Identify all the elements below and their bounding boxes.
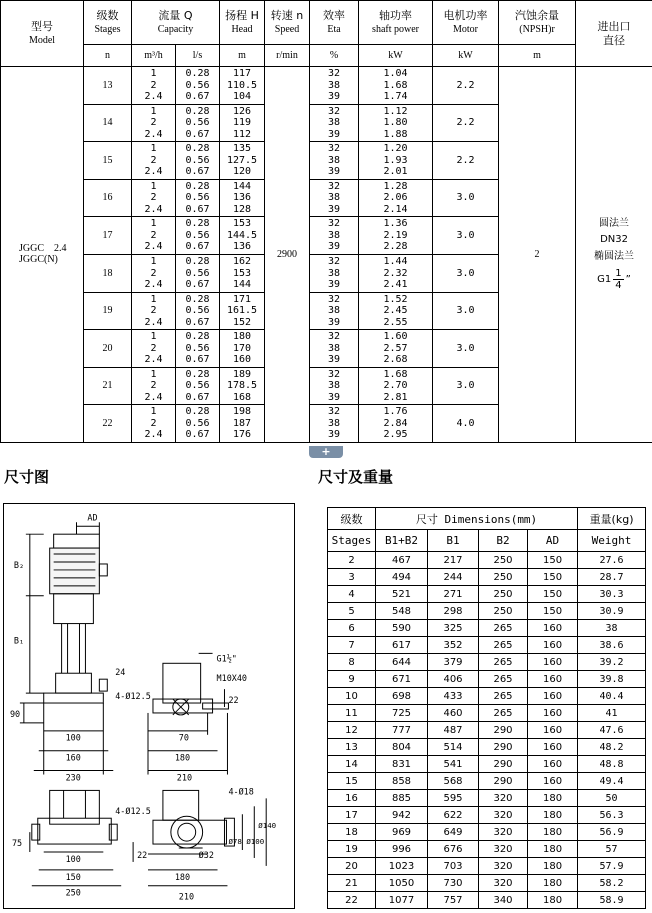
dims-title: 尺寸及重量 xyxy=(318,468,394,486)
label-m10: M10X40 xyxy=(216,673,248,684)
dim-weight-cell: 58.2 xyxy=(578,875,646,892)
expand-button[interactable] xyxy=(309,446,343,458)
shaft-power-cell: 1.28 2.06 2.14 xyxy=(359,179,433,217)
unit-npsh: m xyxy=(499,45,576,67)
header-speed: 转速 n Speed xyxy=(265,1,310,45)
header-motor: 电机功率 Motor xyxy=(433,1,499,45)
dim-weight-cell: 58.9 xyxy=(578,892,646,909)
dim-ad-cell: 160 xyxy=(528,671,578,688)
dim-stages-cell: 18 xyxy=(328,824,376,841)
dim-b2-cell: 265 xyxy=(479,671,528,688)
stages-cell: 22 xyxy=(84,405,132,443)
table-row xyxy=(328,824,646,841)
dim-weight-cell: 48.8 xyxy=(578,756,646,773)
header-npsh: 汽蚀余量 (NPSH)r xyxy=(499,1,576,45)
dim-weight-cell: 28.7 xyxy=(578,569,646,586)
dim-b1-cell: 757 xyxy=(428,892,479,909)
table-row xyxy=(328,705,646,722)
label-160: 160 xyxy=(65,752,81,763)
dim-stages-cell: 20 xyxy=(328,858,376,875)
capacity-m3h-cell: 1 2 2.4 xyxy=(132,254,176,292)
head-cell: 189 178.5 168 xyxy=(220,367,265,405)
capacity-m3h-cell: 1 2 2.4 xyxy=(132,104,176,142)
dim-ad-cell: 150 xyxy=(528,569,578,586)
dim-ad-cell: 180 xyxy=(528,841,578,858)
dim-b1-cell: 460 xyxy=(428,705,479,722)
dim-b1b2-cell: 467 xyxy=(376,552,428,569)
dim-weight-cell: 30.9 xyxy=(578,603,646,620)
stages-cell: 19 xyxy=(84,292,132,330)
capacity-m3h-cell: 1 2 2.4 xyxy=(132,367,176,405)
dim-b2-cell: 265 xyxy=(479,654,528,671)
conn-line1: 圆法兰 xyxy=(599,217,630,229)
label-100c: Ø100 xyxy=(246,837,265,847)
shaft-power-cell: 1.68 2.70 2.81 xyxy=(359,367,433,405)
head-cell: 153 144.5 136 xyxy=(220,217,265,255)
shaft-power-cell: 1.44 2.32 2.41 xyxy=(359,254,433,292)
dim-b1b2-cell: 969 xyxy=(376,824,428,841)
dim-stages-cell: 19 xyxy=(328,841,376,858)
eta-cell: 32 38 39 xyxy=(310,142,359,180)
dim-ad-cell: 180 xyxy=(528,790,578,807)
head-cell: 117 110.5 104 xyxy=(220,67,265,105)
dim-ad-cell: 180 xyxy=(528,875,578,892)
dim-header-weight-en: Weight xyxy=(578,530,646,552)
motor-cell: 3.0 xyxy=(433,254,499,292)
dim-b1-cell: 676 xyxy=(428,841,479,858)
capacity-ls-cell: 0.28 0.56 0.67 xyxy=(176,179,220,217)
connection-cell xyxy=(576,67,652,443)
dim-weight-cell: 47.6 xyxy=(578,722,646,739)
label-24: 24 xyxy=(115,667,126,678)
dim-ad-cell: 150 xyxy=(528,586,578,603)
dim-stages-cell: 16 xyxy=(328,790,376,807)
label-70: 70 xyxy=(178,732,189,743)
label-b2: B₂ xyxy=(13,559,25,570)
label-140: Ø140 xyxy=(258,821,277,831)
unit-q-m3h: m³/h xyxy=(132,45,176,67)
stages-cell: 15 xyxy=(84,142,132,180)
dim-b1b2-cell: 725 xyxy=(376,705,428,722)
unit-speed: r/min xyxy=(265,45,310,67)
dim-b1-cell: 541 xyxy=(428,756,479,773)
motor-cell: 3.0 xyxy=(433,179,499,217)
dim-ad-cell: 160 xyxy=(528,722,578,739)
capacity-m3h-cell: 1 2 2.4 xyxy=(132,405,176,443)
label-hole2: 4-Ø12.5 xyxy=(115,806,151,817)
dim-b2-cell: 320 xyxy=(479,790,528,807)
dim-b1-cell: 406 xyxy=(428,671,479,688)
label-150: 150 xyxy=(65,871,81,882)
dim-b1b2-cell: 671 xyxy=(376,671,428,688)
table-row xyxy=(328,858,646,875)
dim-b2-cell: 320 xyxy=(479,875,528,892)
eta-cell: 32 38 39 xyxy=(310,330,359,368)
stages-cell: 16 xyxy=(84,179,132,217)
model-suffix: 2.4 xyxy=(54,242,67,254)
dimensions-table xyxy=(327,507,646,909)
conn-g1: G1 xyxy=(597,273,612,285)
capacity-ls-cell: 0.28 0.56 0.67 xyxy=(176,142,220,180)
shaft-power-cell: 1.12 1.80 1.88 xyxy=(359,104,433,142)
dim-b1b2-cell: 942 xyxy=(376,807,428,824)
dim-weight-cell: 49.4 xyxy=(578,773,646,790)
table-row xyxy=(328,688,646,705)
dim-b1b2-cell: 885 xyxy=(376,790,428,807)
dim-stages-cell: 17 xyxy=(328,807,376,824)
dim-b1b2-cell: 521 xyxy=(376,586,428,603)
dim-ad-cell: 150 xyxy=(528,552,578,569)
label-90: 90 xyxy=(9,708,21,719)
conn-suffix: ” xyxy=(625,273,631,285)
stages-cell: 21 xyxy=(84,367,132,405)
conn-frac-den: 4 xyxy=(615,280,622,292)
dim-b2-cell: 250 xyxy=(479,552,528,569)
motor-cell: 3.0 xyxy=(433,217,499,255)
dim-header-weight-cn: 重量(kg) xyxy=(578,508,646,530)
table-row xyxy=(328,790,646,807)
unit-motor: kW xyxy=(433,45,499,67)
dim-weight-cell: 38 xyxy=(578,620,646,637)
dim-stages-cell: 21 xyxy=(328,875,376,892)
dim-stages-cell: 22 xyxy=(328,892,376,909)
eta-cell: 32 38 39 xyxy=(310,292,359,330)
label-210: 210 xyxy=(176,772,193,783)
plus-icon: + xyxy=(321,445,331,458)
stages-cell: 13 xyxy=(84,67,132,105)
header-connection: 进出口 直径 xyxy=(576,1,652,67)
capacity-m3h-cell: 1 2 2.4 xyxy=(132,217,176,255)
unit-q-ls: l/s xyxy=(176,45,220,67)
dim-b2-cell: 290 xyxy=(479,722,528,739)
dim-header-stages-cn: 级数 xyxy=(328,508,376,530)
header-stages: 级数 Stages xyxy=(84,1,132,45)
dim-stages-cell: 3 xyxy=(328,569,376,586)
dim-stages-cell: 11 xyxy=(328,705,376,722)
dim-stages-cell: 13 xyxy=(328,739,376,756)
dim-header-b2: B2 xyxy=(479,530,528,552)
dim-header-b1: B1 xyxy=(428,530,479,552)
dim-b1b2-cell: 698 xyxy=(376,688,428,705)
dim-b2-cell: 320 xyxy=(479,841,528,858)
capacity-ls-cell: 0.28 0.56 0.67 xyxy=(176,367,220,405)
table-row xyxy=(328,756,646,773)
shaft-power-cell: 1.04 1.68 1.74 xyxy=(359,67,433,105)
table-row xyxy=(328,552,646,569)
npsh-cell: 2 xyxy=(499,67,576,443)
capacity-ls-cell: 0.28 0.56 0.67 xyxy=(176,217,220,255)
dim-stages-cell: 7 xyxy=(328,637,376,654)
motor-cell: 3.0 xyxy=(433,367,499,405)
dim-header-dimensions: 尺寸 Dimensions(mm) xyxy=(376,508,578,530)
label-100: 100 xyxy=(65,732,81,743)
dim-weight-cell: 39.2 xyxy=(578,654,646,671)
conn-fraction xyxy=(613,268,623,291)
dim-weight-cell: 39.8 xyxy=(578,671,646,688)
dim-weight-cell: 30.3 xyxy=(578,586,646,603)
label-230: 230 xyxy=(65,772,81,783)
dim-b1b2-cell: 548 xyxy=(376,603,428,620)
dim-b1b2-cell: 1023 xyxy=(376,858,428,875)
dim-stages-cell: 8 xyxy=(328,654,376,671)
shaft-power-cell: 1.60 2.57 2.68 xyxy=(359,330,433,368)
dim-weight-cell: 48.2 xyxy=(578,739,646,756)
dim-b1-cell: 487 xyxy=(428,722,479,739)
label-b1: B₁ xyxy=(13,635,25,646)
model-cell xyxy=(1,67,84,443)
table-row xyxy=(328,671,646,688)
unit-shaft: kW xyxy=(359,45,433,67)
stages-cell: 18 xyxy=(84,254,132,292)
motor-cell: 3.0 xyxy=(433,292,499,330)
dim-b1b2-cell: 590 xyxy=(376,620,428,637)
dim-ad-cell: 180 xyxy=(528,892,578,909)
dim-stages-cell: 4 xyxy=(328,586,376,603)
dim-ad-cell: 160 xyxy=(528,773,578,790)
dim-ad-cell: 180 xyxy=(528,858,578,875)
table-row xyxy=(328,569,646,586)
dim-weight-cell: 38.6 xyxy=(578,637,646,654)
dim-b2-cell: 265 xyxy=(479,688,528,705)
dim-ad-cell: 160 xyxy=(528,637,578,654)
dim-b2-cell: 250 xyxy=(479,569,528,586)
shaft-power-cell: 1.36 2.19 2.28 xyxy=(359,217,433,255)
dim-stages-cell: 9 xyxy=(328,671,376,688)
dim-weight-cell: 40.4 xyxy=(578,688,646,705)
header-capacity: 流量 Q Capacity xyxy=(132,1,220,45)
dim-b1-cell: 379 xyxy=(428,654,479,671)
dim-stages-cell: 14 xyxy=(328,756,376,773)
label-78: Ø78 xyxy=(228,837,242,847)
dim-b1b2-cell: 644 xyxy=(376,654,428,671)
dim-ad-cell: 160 xyxy=(528,620,578,637)
capacity-ls-cell: 0.28 0.56 0.67 xyxy=(176,405,220,443)
dim-b1-cell: 325 xyxy=(428,620,479,637)
table-row xyxy=(328,807,646,824)
motor-cell: 3.0 xyxy=(433,330,499,368)
dim-weight-cell: 57.9 xyxy=(578,858,646,875)
dim-weight-cell: 57 xyxy=(578,841,646,858)
dim-weight-cell: 56.9 xyxy=(578,824,646,841)
label-22: 22 xyxy=(228,695,239,706)
head-cell: 135 127.5 120 xyxy=(220,142,265,180)
conn-line3: 椭圆法兰 xyxy=(594,250,635,262)
dim-b1-cell: 649 xyxy=(428,824,479,841)
eta-cell: 32 38 39 xyxy=(310,367,359,405)
eta-cell: 32 38 39 xyxy=(310,254,359,292)
dim-ad-cell: 160 xyxy=(528,688,578,705)
dim-b1-cell: 622 xyxy=(428,807,479,824)
dim-b1b2-cell: 858 xyxy=(376,773,428,790)
label-ad: AD xyxy=(87,512,98,523)
dim-ad-cell: 150 xyxy=(528,603,578,620)
dim-b1b2-cell: 1077 xyxy=(376,892,428,909)
model-line2: JGGC(N) xyxy=(19,254,58,266)
table-row xyxy=(328,875,646,892)
dim-b1-cell: 595 xyxy=(428,790,479,807)
header-model: 型号 Model xyxy=(1,1,84,67)
dim-stages-cell: 2 xyxy=(328,552,376,569)
table-row xyxy=(328,841,646,858)
conn-line4 xyxy=(576,268,652,291)
capacity-ls-cell: 0.28 0.56 0.67 xyxy=(176,254,220,292)
table-row xyxy=(328,892,646,909)
dim-b1-cell: 568 xyxy=(428,773,479,790)
conn-frac-num: 1 xyxy=(615,268,622,280)
dim-b1-cell: 244 xyxy=(428,569,479,586)
drawing-title: 尺寸图 xyxy=(4,468,50,486)
dim-weight-cell: 27.6 xyxy=(578,552,646,569)
motor-cell: 2.2 xyxy=(433,104,499,142)
shaft-power-cell: 1.76 2.84 2.95 xyxy=(359,405,433,443)
eta-cell: 32 38 39 xyxy=(310,217,359,255)
dim-b2-cell: 290 xyxy=(479,756,528,773)
dim-b1b2-cell: 831 xyxy=(376,756,428,773)
dim-weight-cell: 50 xyxy=(578,790,646,807)
head-cell: 180 170 160 xyxy=(220,330,265,368)
dim-ad-cell: 160 xyxy=(528,756,578,773)
dim-stages-cell: 5 xyxy=(328,603,376,620)
dim-stages-cell: 10 xyxy=(328,688,376,705)
performance-table xyxy=(0,0,652,443)
dim-b2-cell: 250 xyxy=(479,586,528,603)
dim-b1-cell: 514 xyxy=(428,739,479,756)
dim-b2-cell: 265 xyxy=(479,620,528,637)
eta-cell: 32 38 39 xyxy=(310,104,359,142)
table-row xyxy=(328,637,646,654)
table-row xyxy=(328,603,646,620)
table-row xyxy=(328,739,646,756)
table-row xyxy=(328,654,646,671)
head-cell: 144 136 128 xyxy=(220,179,265,217)
capacity-m3h-cell: 1 2 2.4 xyxy=(132,330,176,368)
header-eta: 效率 Eta xyxy=(310,1,359,45)
dim-ad-cell: 160 xyxy=(528,705,578,722)
motor-cell: 2.2 xyxy=(433,142,499,180)
dim-b1-cell: 298 xyxy=(428,603,479,620)
capacity-m3h-cell: 1 2 2.4 xyxy=(132,142,176,180)
dim-b1b2-cell: 617 xyxy=(376,637,428,654)
dim-b1b2-cell: 494 xyxy=(376,569,428,586)
dim-b1b2-cell: 1050 xyxy=(376,875,428,892)
dim-b2-cell: 340 xyxy=(479,892,528,909)
dim-b2-cell: 265 xyxy=(479,637,528,654)
eta-cell: 32 38 39 xyxy=(310,67,359,105)
shaft-power-cell: 1.20 1.93 2.01 xyxy=(359,142,433,180)
dim-b2-cell: 320 xyxy=(479,858,528,875)
dim-b2-cell: 290 xyxy=(479,739,528,756)
label-32: Ø32 xyxy=(198,849,214,860)
dim-b2-cell: 250 xyxy=(479,603,528,620)
label-210b: 210 xyxy=(178,891,195,902)
head-cell: 171 161.5 152 xyxy=(220,292,265,330)
table-row xyxy=(328,722,646,739)
dim-b2-cell: 320 xyxy=(479,807,528,824)
dim-b1-cell: 703 xyxy=(428,858,479,875)
dim-b1b2-cell: 996 xyxy=(376,841,428,858)
dim-b1-cell: 352 xyxy=(428,637,479,654)
label-75: 75 xyxy=(11,838,23,849)
label-g1: G1½" xyxy=(216,653,237,664)
dim-ad-cell: 160 xyxy=(528,654,578,671)
stages-cell: 17 xyxy=(84,217,132,255)
unit-eta: % xyxy=(310,45,359,67)
label-hole3: 4-Ø18 xyxy=(228,786,254,797)
stages-cell: 20 xyxy=(84,330,132,368)
dim-stages-cell: 6 xyxy=(328,620,376,637)
capacity-ls-cell: 0.28 0.56 0.67 xyxy=(176,292,220,330)
dim-b2-cell: 320 xyxy=(479,824,528,841)
speed-cell: 2900 xyxy=(265,67,310,443)
dim-stages-cell: 12 xyxy=(328,722,376,739)
header-head: 扬程 H Head xyxy=(220,1,265,45)
dim-weight-cell: 41 xyxy=(578,705,646,722)
dim-b2-cell: 265 xyxy=(479,705,528,722)
motor-cell: 4.0 xyxy=(433,405,499,443)
conn-line2: DN32 xyxy=(600,234,628,246)
unit-head: m xyxy=(220,45,265,67)
shaft-power-cell: 1.52 2.45 2.55 xyxy=(359,292,433,330)
motor-cell: 2.2 xyxy=(433,67,499,105)
dim-b1b2-cell: 777 xyxy=(376,722,428,739)
label-180b: 180 xyxy=(174,871,191,882)
model-line1: JGGC xyxy=(19,242,45,254)
dim-b1-cell: 217 xyxy=(428,552,479,569)
capacity-m3h-cell: 1 2 2.4 xyxy=(132,292,176,330)
label-22b: 22 xyxy=(137,849,148,860)
capacity-m3h-cell: 1 2 2.4 xyxy=(132,179,176,217)
table-row xyxy=(328,586,646,603)
eta-cell: 32 38 39 xyxy=(310,405,359,443)
head-cell: 198 187 176 xyxy=(220,405,265,443)
table-row xyxy=(328,773,646,790)
table-row xyxy=(328,620,646,637)
dim-header-stages-en: Stages xyxy=(328,530,376,552)
capacity-ls-cell: 0.28 0.56 0.67 xyxy=(176,67,220,105)
dim-header-b1b2: B1+B2 xyxy=(376,530,428,552)
pump-dimension-drawing xyxy=(3,503,295,909)
dim-b1b2-cell: 804 xyxy=(376,739,428,756)
header-shaft-power: 轴功率 shaft power xyxy=(359,1,433,45)
label-250: 250 xyxy=(65,887,81,898)
head-cell: 162 153 144 xyxy=(220,254,265,292)
eta-cell: 32 38 39 xyxy=(310,179,359,217)
label-hole1: 4-Ø12.5 xyxy=(115,691,151,702)
stages-cell: 14 xyxy=(84,104,132,142)
dim-b1-cell: 271 xyxy=(428,586,479,603)
dim-ad-cell: 180 xyxy=(528,824,578,841)
head-cell: 126 119 112 xyxy=(220,104,265,142)
dim-ad-cell: 180 xyxy=(528,807,578,824)
table-row xyxy=(1,67,652,105)
dim-header-ad: AD xyxy=(528,530,578,552)
dim-b1-cell: 730 xyxy=(428,875,479,892)
dim-stages-cell: 15 xyxy=(328,773,376,790)
capacity-ls-cell: 0.28 0.56 0.67 xyxy=(176,330,220,368)
dim-b2-cell: 290 xyxy=(479,773,528,790)
capacity-m3h-cell: 1 2 2.4 xyxy=(132,67,176,105)
capacity-ls-cell: 0.28 0.56 0.67 xyxy=(176,104,220,142)
unit-stages: n xyxy=(84,45,132,67)
dim-b1-cell: 433 xyxy=(428,688,479,705)
dim-ad-cell: 160 xyxy=(528,739,578,756)
label-100b: 100 xyxy=(65,853,81,864)
dim-weight-cell: 56.3 xyxy=(578,807,646,824)
label-180: 180 xyxy=(174,752,191,763)
